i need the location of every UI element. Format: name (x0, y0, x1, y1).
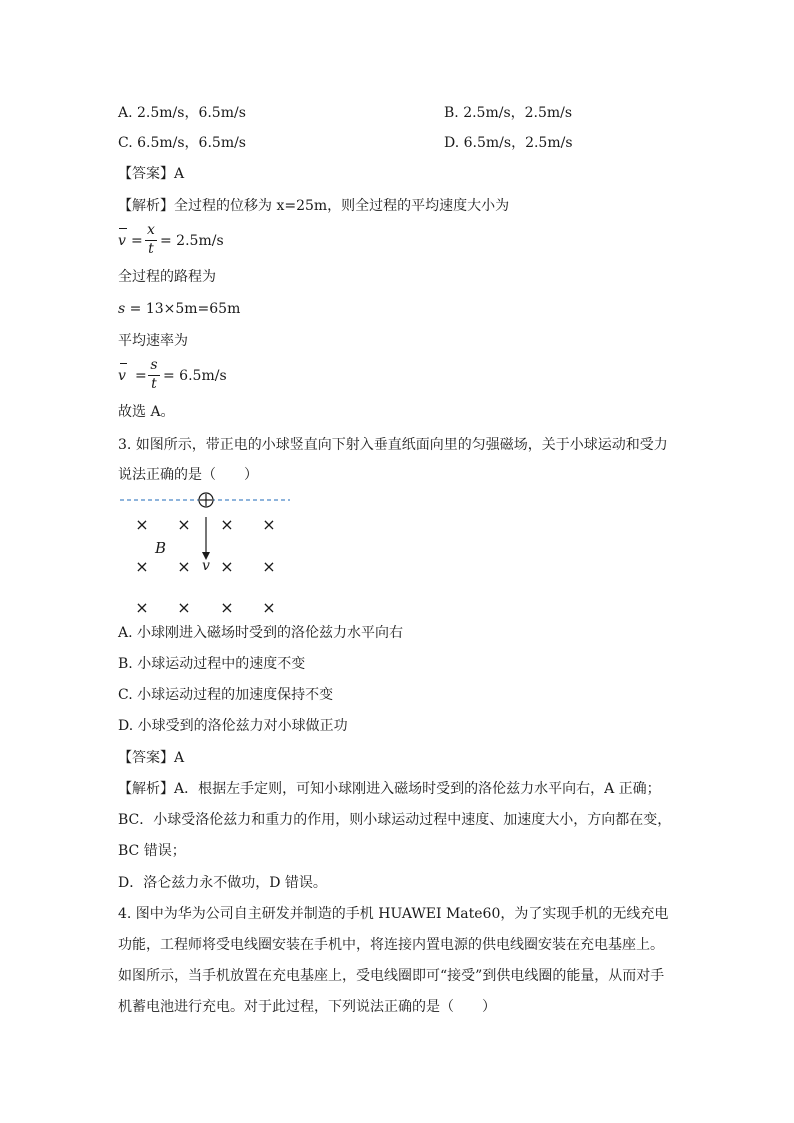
speed-symbol: v (118, 368, 126, 384)
velocity-label: v (202, 558, 210, 574)
q3-analysis-line2: BC．小球受洛伦兹力和重力的作用，则小球运动过程中速度、加速度大小，方向都在变， (118, 812, 672, 828)
q3-answer: 【答案】A (118, 750, 185, 766)
q3-option-a: A. 小球刚进入磁场时受到的洛伦兹力水平向右 (118, 625, 404, 641)
fraction-numerator: x (147, 222, 155, 238)
q3-stem-line1: 3. 如图所示，带正电的小球竖直向下射入垂直纸面向里的匀强磁场，关于小球运动和受力 (118, 437, 668, 453)
cross-icon: × (262, 557, 276, 576)
q2-equation-path (118, 299, 240, 319)
q3-analysis-line4: D．洛仑兹力永不做功，D 错误。 (118, 875, 327, 891)
q3-option-b: B. 小球运动过程中的速度不变 (118, 656, 306, 672)
q2-path-intro: 全过程的路程为 (118, 269, 216, 285)
q2-option-a: A. 2.5m/s，6.5m/s (118, 105, 246, 121)
equals-sign: = (135, 368, 147, 384)
cross-icon: × (177, 515, 191, 534)
q2-option-b: B. 2.5m/s，2.5m/s (444, 105, 573, 121)
q4-line1: 4. 图中为华为公司自主研发并制造的手机 HUAWEI Mate60，为了实现手机的无线充电 (118, 906, 669, 922)
cross-icon: × (262, 515, 276, 534)
q2-option-d: D. 6.5m/s，2.5m/s (444, 135, 573, 151)
cross-icon: × (177, 598, 191, 617)
equation-result: = 2.5m/s (160, 233, 224, 249)
bar-overline (119, 228, 127, 229)
velocity-symbol: v (118, 233, 126, 249)
path-symbol: s (118, 301, 126, 317)
q3-option-d: D. 小球受到的洛伦兹力对小球做正功 (118, 718, 348, 734)
cross-icon: × (220, 598, 234, 617)
fraction-denominator: t (148, 241, 154, 257)
q3-option-c: C. 小球运动过程的加速度保持不变 (118, 687, 334, 703)
equals-sign: = (131, 233, 143, 249)
cross-icon: × (220, 557, 234, 576)
q2-option-c: C. 6.5m/s，6.5m/s (118, 135, 246, 151)
q2-analysis-intro: 【解析】全过程的位移为 x=25m，则全过程的平均速度大小为 (118, 198, 510, 214)
fraction-numerator: s (150, 357, 158, 373)
cross-icon: × (135, 557, 149, 576)
cross-icon: × (135, 598, 149, 617)
q3-analysis-line3: BC 错误； (118, 843, 186, 859)
fraction-denominator: t (151, 376, 157, 392)
q4-line2: 功能，工程师将受电线圈安装在手机中，将连接内置电源的供电线圈安装在充电基座上。 (118, 937, 664, 953)
speed-overline (120, 363, 127, 364)
cross-icon: × (177, 557, 191, 576)
cross-icon: × (262, 598, 276, 617)
q3-stem-line2: 说法正确的是（ ） (118, 467, 258, 483)
field-label: B (155, 539, 167, 557)
q2-conclusion: 故选 A。 (118, 404, 175, 420)
magnetic-field-diagram (118, 490, 298, 620)
q2-answer: 【答案】A (118, 166, 185, 182)
q4-line3: 如图所示，当手机放置在充电基座上，受电线圈即可“接受”到供电线圈的能量，从而对手 (118, 968, 665, 984)
cross-icon: × (135, 515, 149, 534)
q3-analysis-line1: 【解析】A．根据左手定则，可知小球刚进入磁场时受到的洛伦兹力水平向右，A 正确； (118, 781, 661, 797)
path-value: = 13×5m=65m (125, 301, 241, 317)
q2-speed-intro: 平均速率为 (118, 333, 188, 349)
cross-icon: × (220, 515, 234, 534)
q4-line4: 机蓄电池进行充电。对于此过程，下列说法正确的是（ ） (118, 999, 496, 1015)
equation-result: = 6.5m/s (163, 368, 227, 384)
